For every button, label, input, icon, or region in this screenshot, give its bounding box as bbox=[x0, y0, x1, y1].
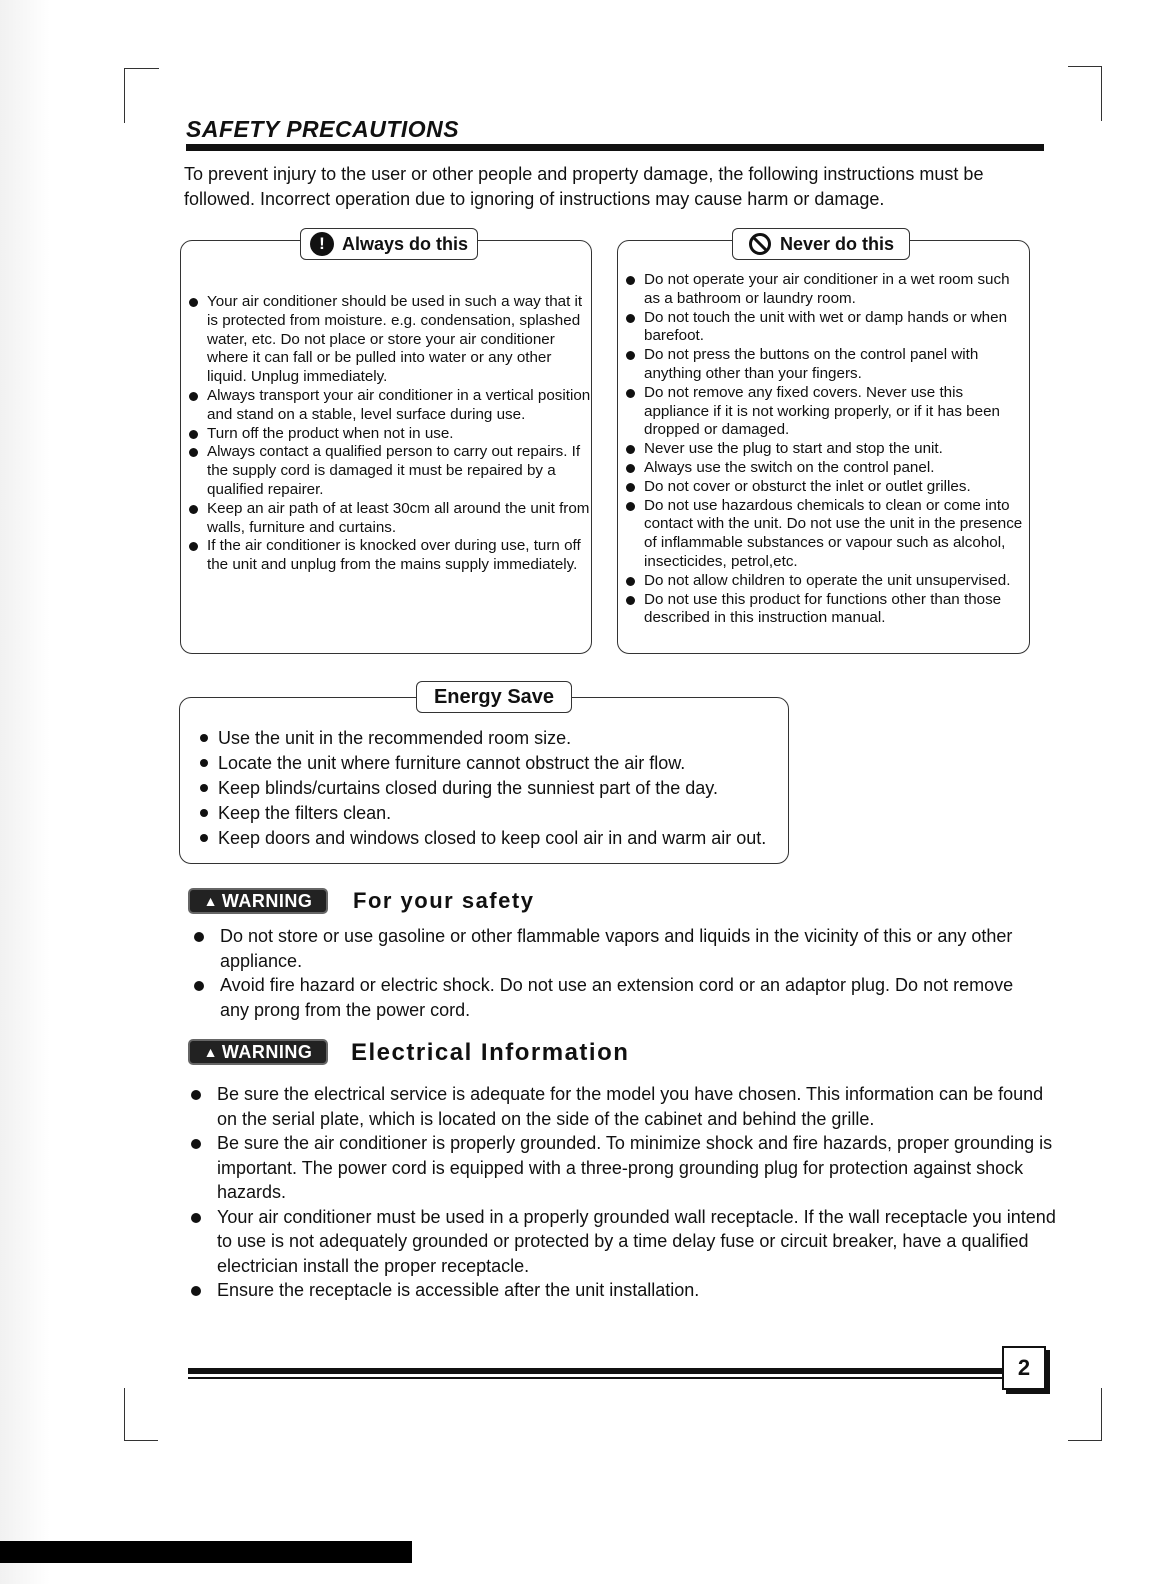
crop-mark-top-right bbox=[1068, 66, 1102, 121]
never-list bbox=[622, 271, 1029, 628]
list-item: If the air conditioner is knocked over during use, turn off the unit and unplug from the mains supply immediately. bbox=[185, 537, 591, 575]
list-item: Do not operate your air conditioner in a wet room such as a bathroom or laundry room. bbox=[622, 271, 1029, 309]
list-item: Locate the unit where furniture cannot obstruct the air flow. bbox=[196, 751, 788, 776]
list-item: Do not use this product for functions other than those described in this instruction manual. bbox=[622, 591, 1029, 629]
list-item: Your air conditioner should be used in such a way that it is protected from moisture. e.g. condensation, splashed water, etc. Do not place or store your air conditioner where it can fall or be pulled into water or any other liquid. Unplug immediately. bbox=[185, 293, 591, 387]
list-item: Your air conditioner must be used in a properly grounded wall receptacle. If the wall receptacle you intend to use is not adequately grounded or protected by a time delay fuse or circuit breaker, have a qualified electrician install the proper receptacle. bbox=[183, 1205, 1058, 1279]
electrical-heading: Electrical Information bbox=[351, 1039, 630, 1066]
warning-triangle-icon: ▲ bbox=[203, 1044, 218, 1060]
warning-badge bbox=[188, 888, 328, 914]
list-item: Do not cover or obsturct the inlet or outlet grilles. bbox=[622, 478, 1029, 497]
list-item: Do not remove any fixed covers. Never use this appliance if it is not working properly, or if it has been dropped or damaged. bbox=[622, 384, 1029, 440]
never-label bbox=[732, 228, 910, 260]
safety-heading: For your safety bbox=[353, 888, 535, 913]
exclamation-icon: ! bbox=[310, 232, 334, 256]
list-item: Never use the plug to start and stop the unit. bbox=[622, 440, 1029, 459]
prohibited-icon bbox=[748, 232, 772, 256]
warning-badge bbox=[188, 1039, 328, 1065]
page-title: SAFETY PRECAUTIONS bbox=[186, 116, 460, 142]
intro-text: To prevent injury to the user or other people and property damage, the following instructions must be followed. Incorrect operation due to ignoring of instructions may cause harm or damage. bbox=[184, 164, 984, 209]
list-item: Do not touch the unit with wet or damp hands or when barefoot. bbox=[622, 309, 1029, 347]
energy-box bbox=[179, 697, 789, 864]
never-label-text: Never do this bbox=[779, 233, 895, 254]
list-item: Do not store or use gasoline or other flammable vapors and liquids in the vicinity of this or any other appliance. bbox=[186, 924, 1046, 973]
energy-list bbox=[196, 726, 788, 851]
warning-badge-text: WARNING bbox=[221, 890, 313, 911]
title-rule bbox=[186, 144, 1044, 151]
warning-badge-text: WARNING bbox=[221, 1041, 313, 1062]
list-item: Keep doors and windows closed to keep cool air in and warm air out. bbox=[196, 826, 788, 851]
crop-mark-bottom-left bbox=[124, 1388, 158, 1441]
list-item: Keep an air path of at least 30cm all around the unit from walls, furniture and curtains. bbox=[185, 500, 591, 538]
list-item: Ensure the receptacle is accessible after the unit installation. bbox=[183, 1278, 1058, 1303]
list-item: Use the unit in the recommended room size. bbox=[196, 726, 788, 751]
scan-shadow bbox=[0, 0, 50, 1584]
page-number: 2 bbox=[1002, 1346, 1046, 1390]
always-list bbox=[185, 293, 591, 575]
list-item: Always transport your air conditioner in a vertical position and stand on a stable, level surface during use. bbox=[185, 387, 591, 425]
list-item: Turn off the product when not in use. bbox=[185, 425, 591, 444]
list-item: Keep the filters clean. bbox=[196, 801, 788, 826]
list-item: Be sure the electrical service is adequate for the model you have chosen. This information can be found on the serial plate, which is located on the side of the cabinet and behind the grille. bbox=[183, 1082, 1058, 1131]
always-box bbox=[180, 240, 592, 654]
electrical-list bbox=[183, 1082, 1058, 1303]
list-item: Be sure the air conditioner is properly grounded. To minimize shock and fire hazards, proper grounding is important. The power cord is equipped with a three-prong grounding plug for protection against shock hazards. bbox=[183, 1131, 1058, 1205]
crop-mark-bottom-right bbox=[1068, 1388, 1102, 1441]
never-box bbox=[617, 240, 1030, 654]
list-item: Keep blinds/curtains closed during the sunniest part of the day. bbox=[196, 776, 788, 801]
list-item: Avoid fire hazard or electric shock. Do not use an extension cord or an adaptor plug. Do not remove any prong from the power cord. bbox=[186, 973, 1046, 1022]
always-label-text: Always do this bbox=[341, 233, 469, 254]
list-item: Always use the switch on the control panel. bbox=[622, 459, 1029, 478]
crop-mark-top-left bbox=[124, 68, 159, 123]
list-item: Do not allow children to operate the unit unsupervised. bbox=[622, 572, 1029, 591]
list-item: Do not press the buttons on the control panel with anything other than your fingers. bbox=[622, 346, 1029, 384]
energy-label-text: Energy Save bbox=[433, 685, 555, 708]
energy-label bbox=[416, 681, 572, 713]
safety-list bbox=[186, 924, 1046, 1022]
footer-rule bbox=[188, 1368, 1004, 1374]
list-item: Always contact a qualified person to carry out repairs. If the supply cord is damaged it must be repaired by a qualified repairer. bbox=[185, 443, 591, 499]
always-label bbox=[300, 228, 478, 260]
scan-edge-bar bbox=[0, 1541, 412, 1563]
footer-rule-thin bbox=[188, 1377, 1004, 1379]
warning-triangle-icon: ▲ bbox=[203, 893, 218, 909]
list-item: Do not use hazardous chemicals to clean or come into contact with the unit. Do not use the unit in the presence of inflammable substances or vapour such as alcohol, insecticides, petrol,etc. bbox=[622, 497, 1029, 572]
